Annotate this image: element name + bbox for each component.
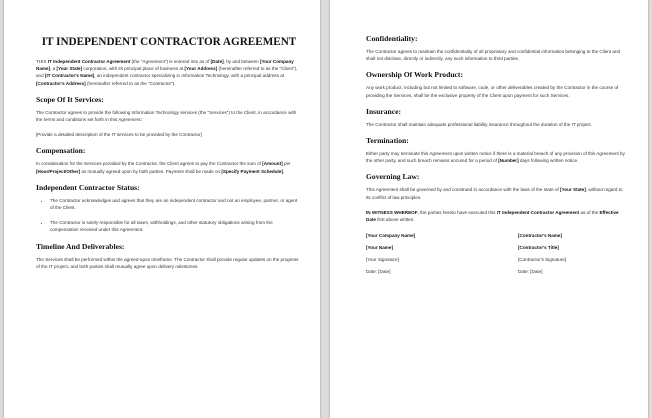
governing-law-paragraph: This Agreement shall be governed by and construed in accordance with the laws of the state of [Your State], without regard to its conflict of law principles. <box>366 187 623 200</box>
your-signature-field: [Your Signature] <box>366 257 399 263</box>
list-item: • The Contractor acknowledges and agrees that they are an independent contractor and not an employee, partner, or agent of the Client. <box>50 197 302 211</box>
timeline-paragraph: The Services shall be performed within the agreed-upon timeframe. The Contractor shall provide regular updates on the progress of the IT project, and both parties shall mutually agree upon delivery milestones. <box>36 256 299 269</box>
ownership-heading: Ownership Of Work Product: <box>366 70 463 80</box>
timeline-heading: Timeline And Deliverables: <box>36 241 125 251</box>
contractor-status-heading: Independent Contractor Status: <box>36 182 140 192</box>
contractor-title-field: [Contractor's Title] <box>518 245 559 251</box>
signature-block <box>366 231 628 276</box>
confidentiality-heading: Confidentiality: <box>366 34 418 43</box>
contractor-name-field: [Contractor's Name] <box>518 233 562 239</box>
list-item: • The Contractor is solely responsible for all taxes, withholdings, and other statutory obligations arising from the compensation received under this Agreement. <box>50 219 302 233</box>
compensation-heading: Compensation: <box>36 146 86 156</box>
date-field-left: Date: [Date] <box>366 269 391 275</box>
scope-heading: Scope Of It Services: <box>36 94 104 104</box>
document-page-1 <box>4 0 320 418</box>
ownership-paragraph: Any work product, including but not limited to software, code, or other deliverables created by the Contractor in the course of providing the Services, shall be the exclusive property of the Client upon payment for such Services. <box>366 85 619 98</box>
insurance-paragraph: The Contractor shall maintain adequate professional liability insurance throughout the duration of the IT project. <box>366 121 592 127</box>
document-title: IT INDEPENDENT CONTRACTOR AGREEMENT <box>41 36 297 48</box>
governing-law-heading: Governing Law: <box>366 172 420 182</box>
scope-placeholder: [Provide a detailed description of the IT services to be provided by the Contractor] <box>36 132 202 138</box>
intro-paragraph: THIS IT Independent Contractor Agreement (the "Agreement") is entered into as of [Date], by and between [Your Company Name], a [Your State] corporation, with its principal place of business at [Your Address] (hereinafter referred to as the "Client"), and [IT Contractor's Name], an independent contractor specializing in Information Technology, with a principal address at [Contractor's Address] (hereinafter referred to as the "Contractor"). <box>36 59 298 86</box>
contractor-status-list <box>36 197 302 234</box>
contractor-signature-field: [Contractor's Signature] <box>518 257 567 263</box>
company-name-field: [Your Company Name] <box>366 233 416 239</box>
your-name-field: [Your Name] <box>366 245 393 251</box>
compensation-paragraph: In consideration for the Services provided by the Contractor, the Client agrees to pay the Contractor the sum of [Amount] per [Hour/Project/Other] as mutually agreed upon by both parties. Payment shall be made on [Specify Payment Schedule]. <box>36 161 291 174</box>
termination-paragraph: Either party may terminate this Agreement upon written notice if there is a material breach of any provision of this Agreement by the other party, and such breach remains uncured for a period of [Number] days following written notice. <box>366 151 625 164</box>
confidentiality-paragraph: The Contractor agrees to maintain the confidentiality of all proprietary and confidential information belonging to the Client and shall not disclose, directly or indirectly, any such information to third parties. <box>366 49 621 62</box>
witness-paragraph: IN WITNESS WHEREOF, the parties hereto have executed this IT Independent Contractor Agreement as of the Effective Date first above written. <box>366 209 619 223</box>
scope-paragraph: The Contractor agrees to provide the following Information Technology services (the "Services") to the Client, in accordance with the terms and conditions set forth in this Agreement: <box>36 109 297 123</box>
date-field-right: Date: [Date] <box>518 269 543 275</box>
document-page-2 <box>330 0 648 418</box>
termination-heading: Termination: <box>366 136 409 146</box>
insurance-heading: Insurance: <box>366 106 402 116</box>
